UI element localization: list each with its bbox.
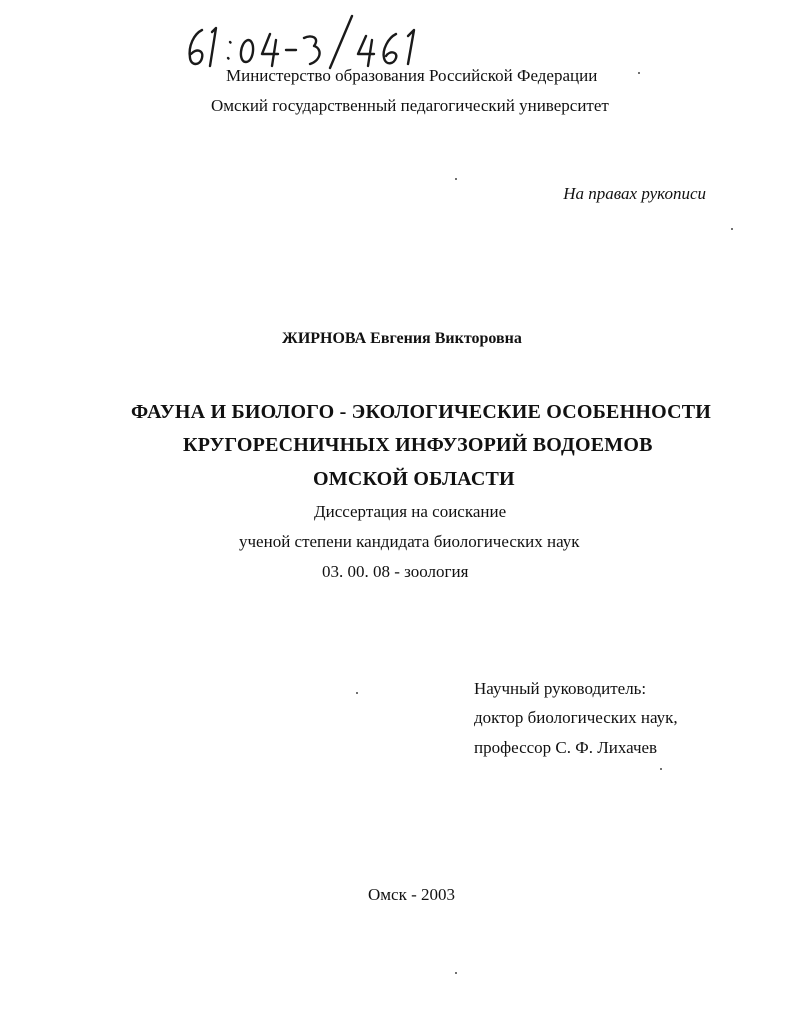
place-year: Омск - 2003 <box>368 885 456 904</box>
thesis-title-line-3: ОМСКОЙ ОБЛАСТИ <box>313 468 515 490</box>
scan-speck <box>660 768 662 770</box>
scan-speck <box>638 72 640 74</box>
rights-note: На правах рукописи <box>563 184 706 203</box>
archive-code-text: 61:04-3/461 <box>182 10 187 11</box>
ministry-name: Министерство образования Российской Федерации <box>226 66 598 85</box>
specialty-code: 03. 00. 08 - зоология <box>322 562 469 581</box>
scan-speck <box>731 228 733 230</box>
scan-speck <box>455 972 457 974</box>
advisor-label: Научный руководитель: <box>474 679 647 698</box>
scan-speck <box>356 692 358 694</box>
handwritten-archive-code <box>182 10 442 72</box>
dissertation-line-2: ученой степени кандидата биологических наук <box>239 532 580 551</box>
thesis-title-line-2: КРУГОРЕСНИЧНЫХ ИНФУЗОРИЙ ВОДОЕМОВ <box>183 434 653 456</box>
university-name: Омский государственный педагогический университет <box>211 96 609 115</box>
thesis-title-line-1: ФАУНА И БИОЛОГО - ЭКОЛОГИЧЕСКИЕ ОСОБЕННОСТИ <box>131 401 712 423</box>
author-name: ЖИРНОВА Евгения Викторовна <box>282 330 522 347</box>
advisor-degree: доктор биологических наук, <box>474 708 678 727</box>
dissertation-line-1: Диссертация на соискание <box>314 502 507 521</box>
scan-speck <box>455 178 457 180</box>
advisor-name: профессор С. Ф. Лихачев <box>474 738 658 757</box>
